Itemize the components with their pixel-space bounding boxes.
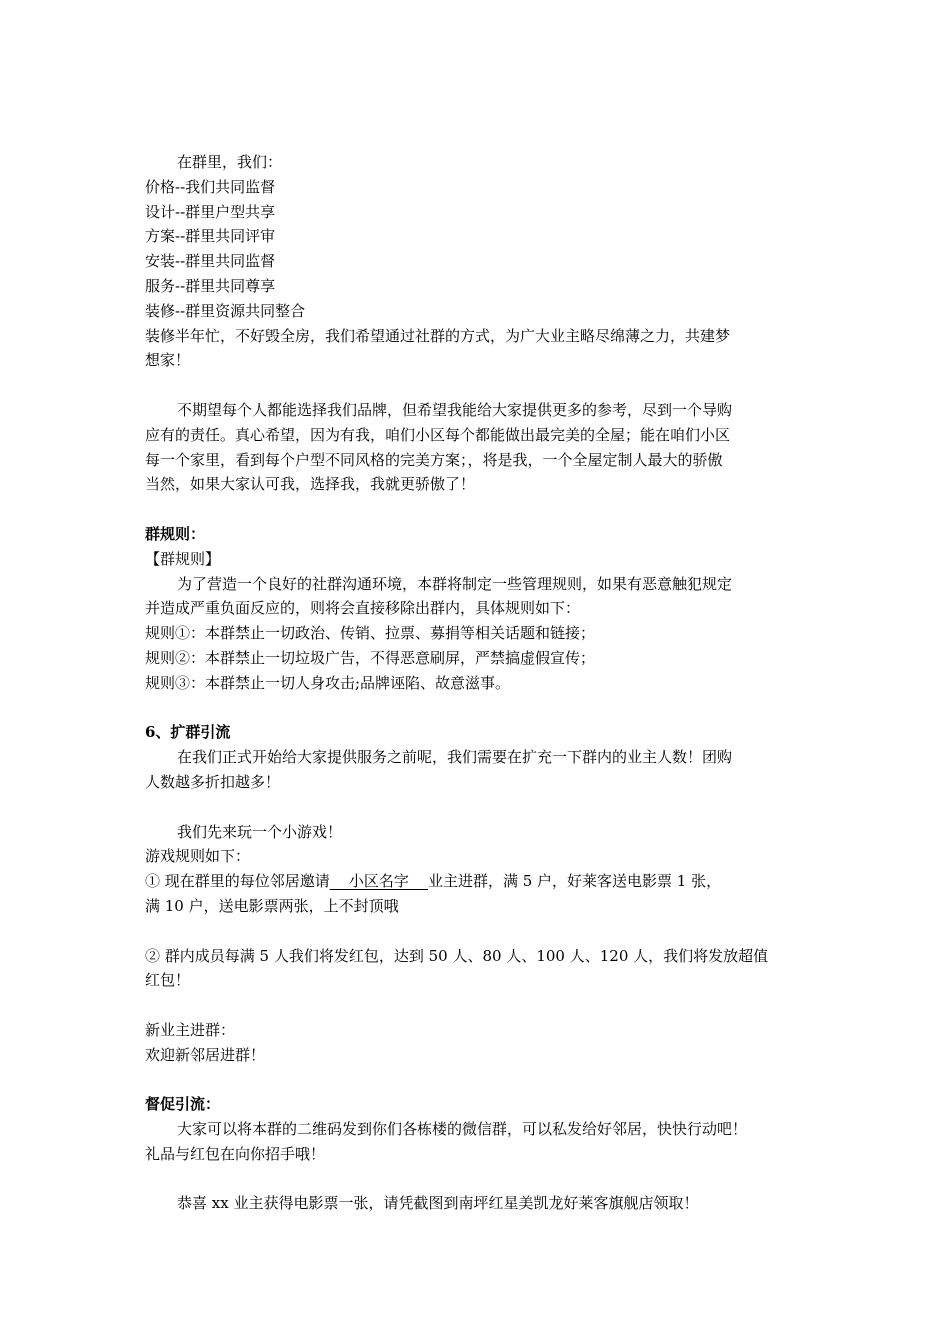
paragraph-line: 装修半年忙，不好毁全房，我们希望通过社群的方式，为广大业主略尽绵薄之力，共建梦 <box>145 326 731 345</box>
spacer <box>145 696 810 721</box>
intro-lead: 在群里，我们： <box>177 153 283 171</box>
spacer <box>145 373 810 398</box>
game-rules-title: 游戏规则如下： <box>145 847 251 866</box>
community-name-blank: 小区名字 <box>329 872 428 891</box>
game-rule-2: ② 群内成员每满 5 人我们将发红包，达到 50 人、80 人、100 人、120 人，我们将发放超值 <box>145 946 769 965</box>
paragraph-line: 应有的责任。真心希望，因为有我，咱们小区每个都能做出最完美的全屋；能在咱们小区 <box>145 425 731 444</box>
game-rule-1 <box>145 869 810 894</box>
game-rule-1-prefix: ① 现在群里的每位邻居邀请 <box>145 872 330 891</box>
game-rule-1-suffix: 业主进群，满 5 户，好莱客送电影票 1 张， <box>427 872 722 891</box>
paragraph-line: 当然，如果大家认可我，选择我，我就更骄傲了！ <box>145 475 476 494</box>
expand-heading: 6、扩群引流 <box>145 723 231 742</box>
list-item: 服务--群里共同尊享 <box>145 276 276 295</box>
spacer <box>145 497 810 522</box>
document-body <box>145 150 810 1216</box>
paragraph-line: 不期望每个人都能选择我们品牌，但希望我能给大家提供更多的参考，尽到一个导购 <box>177 400 733 419</box>
spacer <box>145 919 810 944</box>
newcomer-welcome: 欢迎新邻居进群！ <box>145 1045 266 1064</box>
rule-item: 规则②：本群禁止一切垃圾广告，不得恶意刷屏，严禁搞虚假宣传； <box>145 648 596 667</box>
list-item: 方案--群里共同评审 <box>145 227 276 246</box>
paragraph-line: 满 10 户，送电影票两张，上不封顶哦 <box>145 896 399 915</box>
paragraph-line: 大家可以将本群的二维码发到你们各栋楼的微信群，可以私发给好邻居，快快行动吧！ <box>177 1120 748 1139</box>
list-item: 价格--我们共同监督 <box>145 177 276 196</box>
rules-heading: 群规则： <box>145 524 206 543</box>
paragraph-line: 在我们正式开始给大家提供服务之前呢，我们需要在扩充一下群内的业主人数！团购 <box>177 748 733 767</box>
list-item: 安装--群里共同监督 <box>145 252 276 271</box>
spacer <box>145 795 810 820</box>
rule-item: 规则③：本群禁止一切人身攻击;品牌诬陷、故意滋事。 <box>145 673 511 692</box>
rule-item: 规则①：本群禁止一切政治、传销、拉票、募捐等相关话题和链接； <box>145 624 596 643</box>
newcomer-title: 新业主进群： <box>145 1020 236 1039</box>
spacer <box>145 993 810 1018</box>
list-item: 装修--群里资源共同整合 <box>145 301 306 320</box>
spacer <box>145 1067 810 1092</box>
paragraph-line: 人数越多折扣越多！ <box>145 772 281 791</box>
spacer <box>145 1167 810 1192</box>
rules-tag: 【群规则】 <box>145 549 221 568</box>
paragraph-line: 红包！ <box>145 971 191 990</box>
promote-heading: 督促引流： <box>145 1095 221 1114</box>
game-lead: 我们先来玩一个小游戏！ <box>177 822 343 841</box>
list-item: 设计--群里户型共享 <box>145 202 276 221</box>
paragraph-line: 每一个家里，看到每个户型不同风格的完美方案；，将是我，一个全屋定制人最大的骄傲 <box>145 450 723 469</box>
paragraph-line: 并造成严重负面反应的，则将会直接移除出群内，具体规则如下： <box>145 599 581 618</box>
paragraph-line: 为了营造一个良好的社群沟通环境，本群将制定一些管理规则，如果有恶意触犯规定 <box>177 574 733 593</box>
paragraph-line: 礼品与红包在向你招手哦！ <box>145 1144 326 1163</box>
paragraph-line: 想家！ <box>145 351 191 370</box>
congrats-line: 恭喜 xx 业主获得电影票一张，请凭截图到南坪红星美凯龙好莱客旗舰店领取！ <box>177 1194 699 1213</box>
